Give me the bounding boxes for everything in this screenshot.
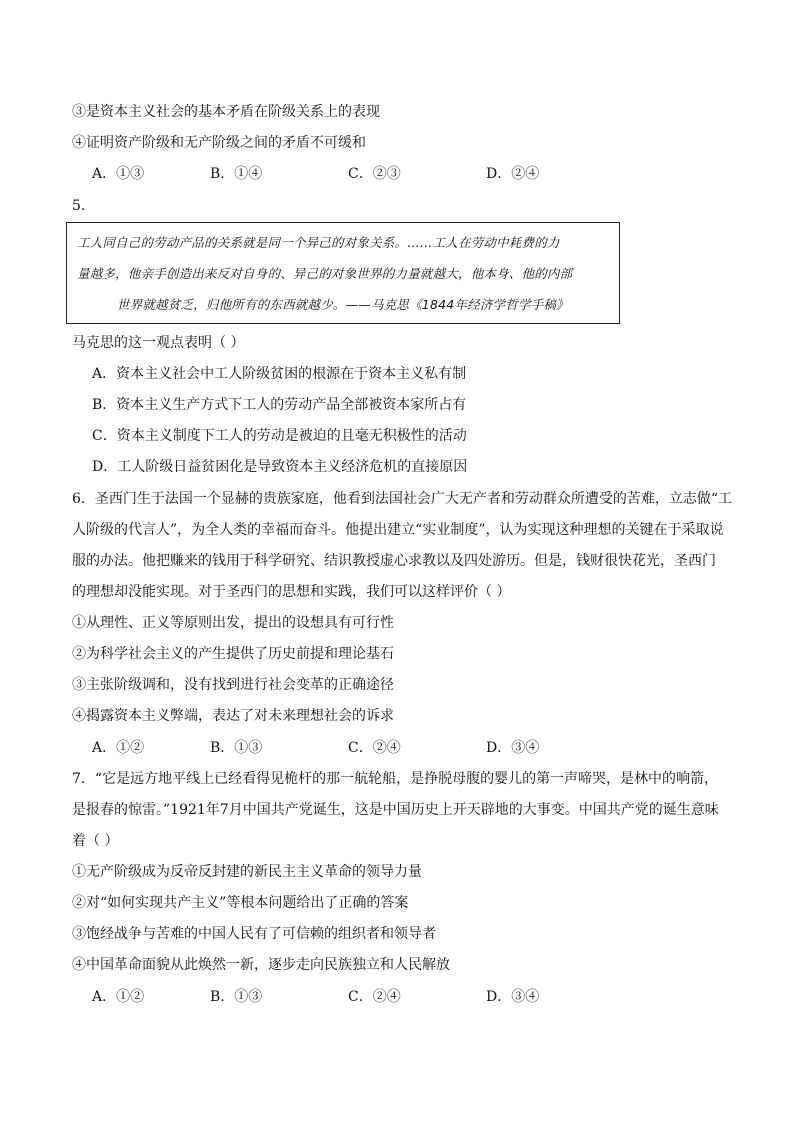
question-stem: 服的办法。他把赚来的钱用于科学研究、结识教授虚心求教以及四处游历。但是，钱财很快花光，圣西门 bbox=[72, 553, 716, 569]
statement-4: ④揭露资本主义弊端，表达了对未来理想社会的诉求 bbox=[72, 708, 394, 724]
option-d[interactable]: D．③④ bbox=[486, 989, 540, 1005]
statement-3: ③是资本主义社会的基本矛盾在阶级关系上的表现 bbox=[72, 104, 380, 120]
quote-box bbox=[66, 222, 620, 324]
question-stem: 是报春的惊雷。”1921年7月中国共产党诞生，这是中国历史上开天辟地的大事变。中国共产党的诞生意味 bbox=[72, 802, 719, 818]
statement-1: ①从理性、正义等原则出发，提出的设想具有可行性 bbox=[72, 615, 394, 631]
statement-2: ②对“如何实现共产主义”等根本问题给出了正确的答案 bbox=[72, 895, 409, 911]
quote-line: 工人同自己的劳动产品的关系就是同一个异己的对象关系。……工人在劳动中耗费的力 bbox=[77, 235, 560, 250]
option-a[interactable]: A．①② bbox=[92, 989, 145, 1005]
statement-2: ②为科学社会主义的产生提供了历史前提和理论基石 bbox=[72, 646, 394, 662]
statement-3: ③饱经战争与苦难的中国人民有了可信赖的组织者和领导者 bbox=[72, 926, 436, 942]
option-c[interactable]: C．资本主义制度下工人的劳动是被迫的且毫无积极性的活动 bbox=[92, 428, 467, 444]
option-b[interactable]: B．①③ bbox=[210, 989, 263, 1005]
question-stem: 7．“它是远方地平线上已经看得见桅杆的那一航轮船，是挣脱母腹的婴儿的第一声啼哭，是林中的响箭， bbox=[72, 771, 719, 787]
option-d[interactable]: D．②④ bbox=[486, 166, 540, 182]
statement-4: ④证明资产阶级和无产阶级之间的矛盾不可缓和 bbox=[72, 135, 366, 151]
option-a[interactable]: A．资本主义社会中工人阶级贫困的根源在于资本主义私有制 bbox=[92, 366, 467, 382]
statement-1: ①无产阶级成为反帝反封建的新民主主义革命的领导力量 bbox=[72, 864, 422, 880]
option-c[interactable]: C．②③ bbox=[348, 166, 401, 182]
option-d[interactable]: D．工人阶级日益贫困化是导致资本主义经济危机的直接原因 bbox=[92, 459, 468, 475]
option-c[interactable]: C．②④ bbox=[348, 989, 401, 1005]
question-number: 5. bbox=[72, 198, 86, 214]
option-b[interactable]: B．①④ bbox=[210, 166, 263, 182]
option-b[interactable]: B．资本主义生产方式下工人的劳动产品全部被资本家所占有 bbox=[92, 397, 467, 413]
question-stem: 的理想却没能实现。对于圣西门的思想和实践，我们可以这样评价（ ） bbox=[72, 584, 511, 600]
quote-line: 世界就越贫乏，归他所有的东西就越少。——马克思《1844年经济学哲学手稿》 bbox=[117, 297, 569, 312]
question-stem: 着（ ） bbox=[72, 833, 119, 849]
statement-3: ③主张阶级调和，没有找到进行社会变革的正确途径 bbox=[72, 677, 394, 693]
option-b[interactable]: B．①③ bbox=[210, 740, 263, 756]
question-stem: 6．圣西门生于法国一个显赫的贵族家庭，他看到法国社会广大无产者和劳动群众所遭受的苦难，立志做“工 bbox=[72, 491, 733, 507]
question-stem: 马克思的这一观点表明（ ） bbox=[72, 335, 245, 351]
question-stem: 人阶级的代言人”，为全人类的幸福而奋斗。他提出建立“实业制度”，认为实现这种理想的关键在于采取说 bbox=[72, 522, 724, 538]
option-a[interactable]: A．①③ bbox=[92, 166, 145, 182]
option-d[interactable]: D．③④ bbox=[486, 740, 540, 756]
statement-4: ④中国革命面貌从此焕然一新，逐步走向民族独立和人民解放 bbox=[72, 957, 450, 973]
option-a[interactable]: A．①② bbox=[92, 740, 145, 756]
quote-line: 量越多，他亲手创造出来反对自身的、异己的对象世界的力量就越大，他本身、他的内部 bbox=[77, 266, 573, 281]
option-c[interactable]: C．②④ bbox=[348, 740, 401, 756]
